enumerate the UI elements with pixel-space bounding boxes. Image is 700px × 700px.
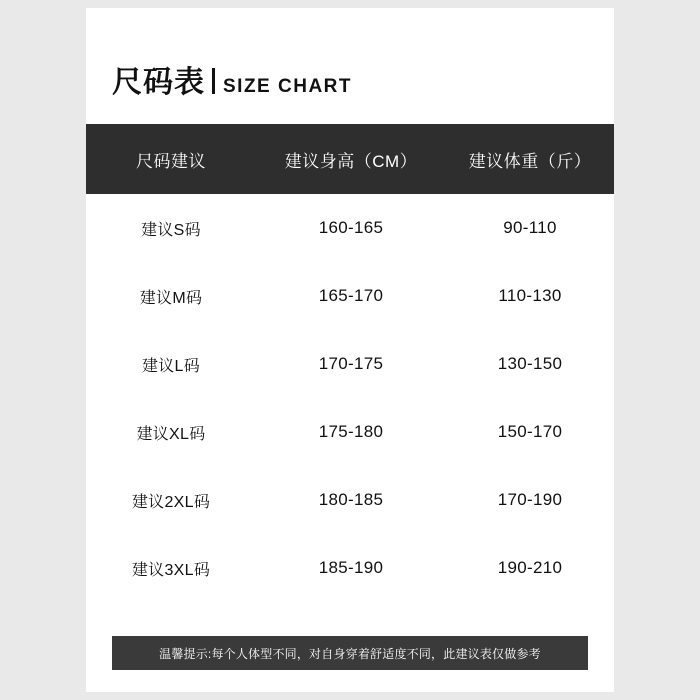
- table-header-weight: 建议体重（斤）: [468, 151, 592, 171]
- cell-size: 建议L码: [141, 357, 201, 375]
- cell-size: 建议XL码: [136, 425, 206, 443]
- cell-weight: 170-190: [497, 490, 563, 509]
- cell-weight: 130-150: [497, 354, 563, 373]
- cell-size: 建议M码: [139, 289, 203, 307]
- note-banner: [112, 636, 588, 670]
- table-row: [86, 398, 614, 466]
- cell-size: 建议2XL码: [131, 493, 211, 511]
- table-header-height: 建议身高（CM）: [284, 151, 418, 171]
- chart-title: [112, 66, 352, 98]
- note-text: 温馨提示:每个人体型不同，对自身穿着舒适度不同，此建议表仅做参考: [159, 646, 541, 661]
- cell-height: 165-170: [318, 286, 384, 305]
- cell-size: 建议S码: [141, 221, 201, 239]
- table-header-size: 尺码建议: [136, 151, 206, 171]
- cell-weight: 90-110: [503, 218, 557, 237]
- title-divider: [212, 68, 215, 94]
- cell-weight: 190-210: [497, 558, 563, 577]
- cell-height: 175-180: [318, 422, 384, 441]
- cell-height: 180-185: [318, 490, 384, 509]
- title-english: SIZE CHART: [223, 76, 352, 97]
- table-row: [86, 534, 614, 602]
- cell-height: 170-175: [318, 354, 384, 373]
- cell-height: 185-190: [318, 558, 384, 577]
- size-chart-card: [86, 8, 614, 692]
- cell-height: 160-165: [318, 218, 384, 237]
- cell-size: 建议3XL码: [131, 561, 211, 579]
- size-table: [86, 124, 614, 602]
- cell-weight: 110-130: [498, 286, 562, 305]
- table-row: [86, 262, 614, 330]
- table-header-row: [86, 124, 614, 194]
- cell-weight: 150-170: [497, 422, 563, 441]
- table-body: [86, 194, 614, 602]
- table-row: [86, 330, 614, 398]
- table-row: [86, 194, 614, 262]
- title-chinese: 尺码表: [112, 66, 205, 99]
- table-row: [86, 466, 614, 534]
